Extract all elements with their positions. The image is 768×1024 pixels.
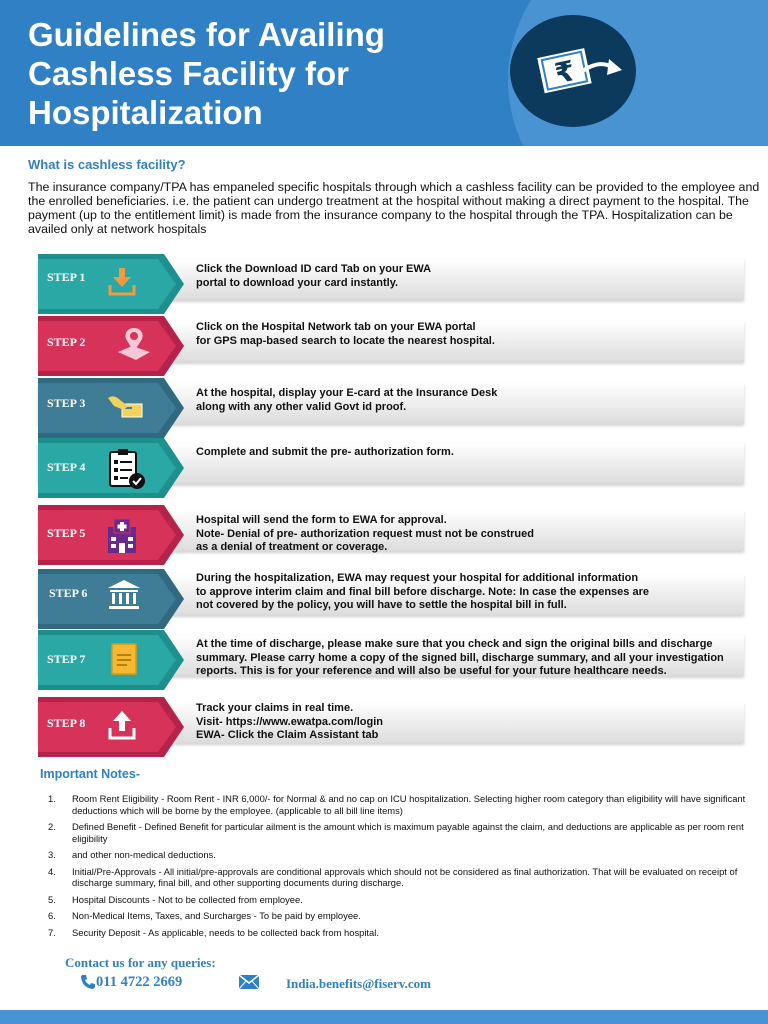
note-item [48, 866, 768, 889]
step-text: At the hospital, display your E-card at the Insurance Desk along with any other valid Govt id proof. [196, 387, 498, 413]
note-text: Hospital Discounts - Not to be collected from employee. [72, 893, 303, 905]
step-label: STEP 2 [47, 335, 86, 349]
step-label: STEP 5 [47, 526, 86, 540]
step-text: Track your claims in real time. Visit- https://www.ewatpa.com/login EWA- Click the Claim Assistant tab [196, 702, 384, 741]
map-pin-icon [116, 326, 152, 369]
mail-icon [238, 974, 260, 995]
step-label: STEP 3 [47, 396, 86, 410]
note-item [48, 910, 768, 922]
checklist-icon [108, 448, 146, 495]
note-text: Security Deposit - As applicable, needs to be collected back from hospital. [72, 926, 379, 938]
contact-phone[interactable]: 011 4722 2669 [96, 974, 183, 990]
step-text: Hospital will send the form to EWA for approval. Note- Denial of pre- authorization request must not be construed as a denial of treatment or coverage. [196, 514, 534, 553]
hospital-icon [104, 517, 140, 560]
cashless-question-heading: What is cashless facility? [28, 157, 186, 172]
footer-bar [0, 1010, 768, 1024]
note-item [48, 849, 768, 861]
note-number: 1. [48, 793, 56, 804]
note-text: Room Rent Eligibility - Room Rent - INR 6,000/- for Normal & and no cap on ICU hospitalization. Selecting higher room category than eligibility will have significant deductions which will be borne by the employee. (applicable to all bill line items) [72, 793, 746, 816]
note-number: 6. [48, 910, 56, 921]
header-banner [0, 0, 768, 146]
contact-heading: Contact us for any queries: [65, 955, 216, 970]
title-line: Hospitalization [28, 94, 263, 131]
step-text: At the time of discharge, please make sure that you check and sign the original bills and discharge summary. Please carry home a copy of the signed bill, discharge summary, and all your investigation reports. This is for your reference and will also be useful for your future healthcare needs. [196, 638, 724, 677]
note-number: 3. [48, 849, 56, 860]
rupee-transfer-icon [510, 15, 636, 127]
note-number: 7. [48, 926, 56, 938]
step-label: STEP 6 [49, 586, 88, 600]
step-label: STEP 1 [47, 270, 86, 284]
svg-text:₹: ₹ [551, 53, 578, 91]
note-item [48, 927, 768, 939]
note-number: 4. [48, 865, 56, 877]
note-number: 5. [48, 893, 56, 905]
step-text: During the hospitalization, EWA may request your hospital for additional information to approve interim claim and final bill before discharge. Note: In case the expenses are not covered by the policy, you will have to settle the hospital bill in full. [196, 572, 649, 611]
step-label: STEP 7 [47, 652, 86, 666]
note-item [48, 821, 768, 844]
page-title [28, 15, 385, 132]
title-line: Cashless Facility for [28, 55, 349, 92]
document-icon [110, 642, 138, 681]
important-notes-list [48, 793, 768, 943]
note-item [48, 793, 768, 816]
phone-icon [80, 974, 96, 995]
contact-email[interactable]: India.benefits@fiserv.com [286, 976, 431, 991]
step-text: Click the Download ID card Tab on your EWA portal to download your card instantly. [196, 263, 432, 289]
download-icon [108, 267, 136, 302]
note-item [48, 894, 768, 906]
upload-icon [108, 709, 136, 746]
bank-icon [107, 579, 141, 616]
step-text: Complete and submit the pre- authorization form. [196, 446, 454, 458]
note-number: 2. [48, 821, 56, 832]
note-text: Initial/Pre-Approvals - All initial/pre-approvals are conditional approvals which should not be considered as final authorization. That will be evaluated on receipt of discharge summary, final bill, and other supporting documents during discharge. [72, 865, 738, 888]
note-text: and other non-medical deductions. [72, 849, 216, 860]
important-notes-heading: Important Notes- [40, 767, 140, 781]
step-text: Click on the Hospital Network tab on your EWA portal for GPS map-based search to locate the nearest hospital. [196, 321, 495, 347]
step-label: STEP 8 [47, 716, 86, 730]
title-line: Guidelines for Availing [28, 16, 385, 53]
note-text: Non-Medical Items, Taxes, and Surcharges - To be paid by employee. [72, 910, 361, 921]
intro-paragraph: The insurance company/TPA has empaneled specific hospitals through which a cashless facility can be provided to the employee and the enrolled beneficiaries. i.e. the patient can undergo treatment at the hospital without making a direct payment to the hospital. The payment (up to the entitlement limit) is made from the insurance company to the hospital through the TPA. Hospitalization can be availed only at network hospitals [28, 180, 760, 236]
card-hand-icon [106, 392, 146, 427]
step-label: STEP 4 [47, 460, 86, 474]
note-text: Defined Benefit - Defined Benefit for particular ailment is the amount which is maximum payable against the claim, and deductions are applicable as per room rent eligibility [72, 821, 744, 844]
